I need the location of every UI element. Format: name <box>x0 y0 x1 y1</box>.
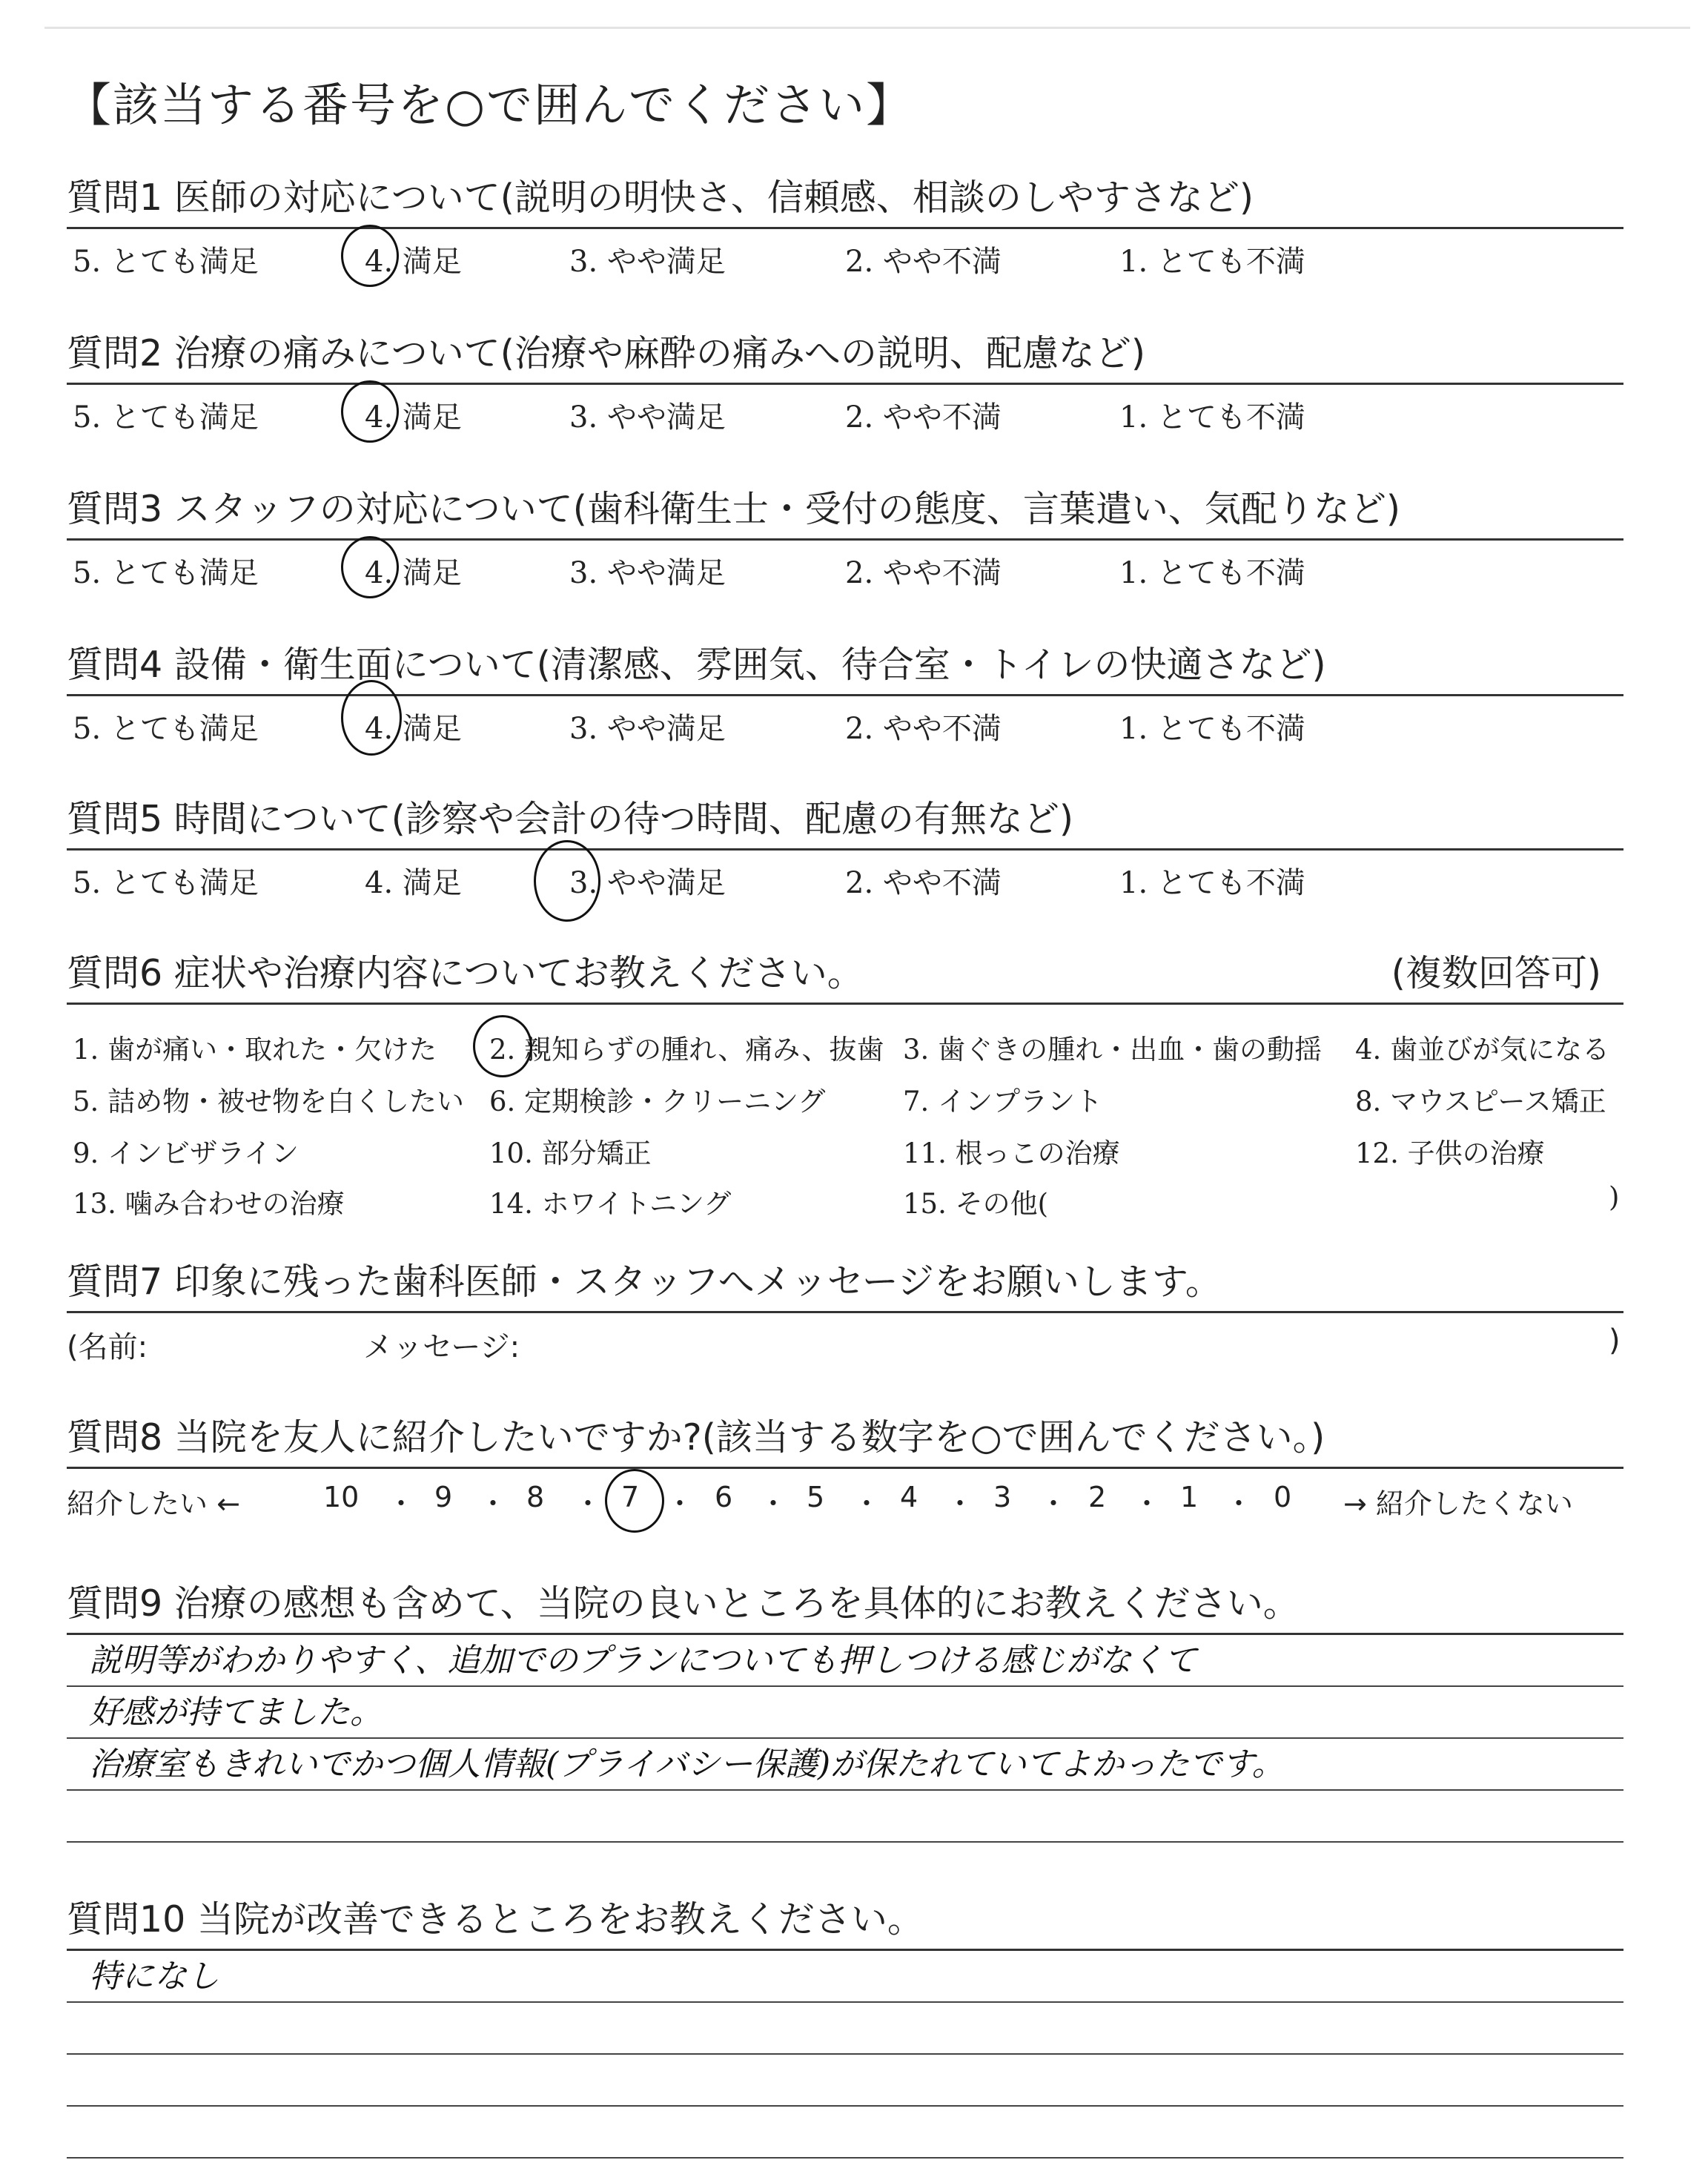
question-2-options <box>67 385 1623 435</box>
option-12[interactable]: 12. 子供の治療 <box>1355 1137 1545 1169</box>
option-1[interactable]: 1. とても不満 <box>1119 712 1305 746</box>
question-3-label: 質問3 スタッフの対応について(歯科衛生士・受付の態度、言葉遣い、気配りなど) <box>67 480 1623 541</box>
option-3[interactable]: 3. やや満足 <box>569 866 726 900</box>
option-3[interactable]: 3. やや満足 <box>569 245 726 279</box>
scale-separator: ・ <box>574 1487 603 1520</box>
question-5 <box>67 790 1623 900</box>
question-6-text: 質問6 症状や治療内容についてお教えください。 <box>67 952 864 994</box>
selection-circle <box>341 536 399 598</box>
scale-separator: ・ <box>853 1487 881 1520</box>
question-6-label <box>67 945 1623 1005</box>
option-3[interactable]: 3. やや満足 <box>569 712 726 746</box>
option-1[interactable]: 1. とても不満 <box>1119 556 1305 590</box>
option-3[interactable]: 3. やや満足 <box>569 400 726 435</box>
option-2[interactable]: 2. やや不満 <box>845 712 1002 746</box>
question-2-label: 質問2 治療の痛みについて(治療や麻酔の痛みへの説明、配慮など) <box>67 325 1623 385</box>
answer-line[interactable] <box>67 1791 1623 1843</box>
question-9 <box>67 1575 1623 1843</box>
option-6[interactable]: 6. 定期検診・クリーニング <box>489 1086 826 1117</box>
other-close-paren: ) <box>1609 1181 1620 1213</box>
question-10-label: 質問10 当院が改善できるところをお教えください。 <box>67 1891 1623 1951</box>
scale-2[interactable]: 2 <box>1088 1481 1107 1513</box>
scale-0[interactable]: 0 <box>1274 1481 1292 1513</box>
selection-circle <box>341 680 402 756</box>
scale-separator: ・ <box>479 1487 508 1520</box>
selection-circle <box>341 380 399 443</box>
option-5[interactable]: 5. とても満足 <box>73 400 259 435</box>
question-7-fields <box>67 1313 1623 1362</box>
name-label: (名前: <box>67 1330 148 1364</box>
scale-separator: ・ <box>759 1487 788 1520</box>
option-4[interactable]: 4. 歯並びが気になる <box>1355 1034 1610 1066</box>
option-11[interactable]: 11. 根っこの治療 <box>903 1137 1120 1169</box>
option-3[interactable]: 3. 歯ぐきの腫れ・出血・歯の動揺 <box>903 1034 1323 1066</box>
handwritten-answer: 特になし <box>89 1958 219 1995</box>
answer-line[interactable] <box>67 2003 1623 2055</box>
question-4 <box>67 636 1623 746</box>
option-5[interactable]: 5. とても満足 <box>73 712 259 746</box>
option-3[interactable]: 3. やや満足 <box>569 556 726 590</box>
option-7[interactable]: 7. インプラント <box>903 1086 1103 1117</box>
handwritten-answer: 好感が持てました。 <box>89 1694 383 1731</box>
top-edge-line <box>44 27 1690 29</box>
answer-line[interactable] <box>67 2055 1623 2107</box>
question-2 <box>67 325 1623 435</box>
scale-6[interactable]: 6 <box>715 1481 733 1513</box>
answer-line[interactable] <box>67 1951 1623 2003</box>
option-1[interactable]: 1. とても不満 <box>1119 866 1305 900</box>
option-13[interactable]: 13. 噛み合わせの治療 <box>73 1188 345 1220</box>
scale-separator: ・ <box>1133 1487 1162 1520</box>
answer-line[interactable] <box>67 1687 1623 1739</box>
option-14[interactable]: 14. ホワイトニング <box>489 1188 732 1220</box>
option-5[interactable]: 5. とても満足 <box>73 245 259 279</box>
question-3 <box>67 480 1623 590</box>
scale-7[interactable]: 7 <box>621 1481 640 1513</box>
question-7-label: 質問7 印象に残った歯科医師・スタッフへメッセージをお願いします。 <box>67 1253 1623 1313</box>
handwritten-answer: 説明等がわかりやすく、追加でのプランについても押しつける感じがなくて <box>89 1642 1197 1680</box>
question-1-label: 質問1 医師の対応について(説明の明快さ、信頼感、相談のしやすさなど) <box>67 169 1623 229</box>
scale-left-label: 紹介したい ← <box>67 1487 240 1520</box>
selection-circle <box>341 225 399 287</box>
scale-4[interactable]: 4 <box>900 1481 918 1513</box>
option-2[interactable]: 2. やや不満 <box>845 556 1002 590</box>
question-10 <box>67 1891 1623 2159</box>
scale-separator: ・ <box>666 1487 695 1520</box>
selection-circle <box>605 1469 664 1533</box>
option-5[interactable]: 5. とても満足 <box>73 556 259 590</box>
instruction-header: 【該当する番号を○で囲んでください】 <box>65 78 914 132</box>
scale-separator: ・ <box>387 1487 416 1520</box>
answer-line[interactable] <box>67 1739 1623 1791</box>
option-2[interactable]: 2. やや不満 <box>845 400 1002 435</box>
scale-separator: ・ <box>1225 1487 1254 1520</box>
question-6-options <box>67 1005 1623 1220</box>
answer-line[interactable] <box>67 2107 1623 2159</box>
option-1[interactable]: 1. とても不満 <box>1119 400 1305 435</box>
option-8[interactable]: 8. マウスピース矯正 <box>1355 1086 1606 1117</box>
option-4[interactable]: 4. 満足 <box>365 245 462 279</box>
scale-10[interactable]: 10 <box>323 1481 360 1513</box>
scale-separator: ・ <box>1039 1487 1068 1520</box>
option-15[interactable]: 15. その他( <box>903 1188 1049 1220</box>
recommend-scale <box>67 1469 1623 1521</box>
scale-separator: ・ <box>946 1487 975 1520</box>
option-1[interactable]: 1. 歯が痛い・取れた・欠けた <box>73 1034 437 1066</box>
answer-line[interactable] <box>67 1635 1623 1687</box>
scale-9[interactable]: 9 <box>434 1481 453 1513</box>
question-6 <box>67 945 1623 1220</box>
question-4-options <box>67 696 1623 746</box>
question-3-options <box>67 541 1623 590</box>
multiple-answer-note: (複数回答可) <box>1391 952 1601 994</box>
option-10[interactable]: 10. 部分矯正 <box>489 1137 652 1169</box>
option-9[interactable]: 9. インビザライン <box>73 1137 299 1169</box>
question-9-label: 質問9 治療の感想も含めて、当院の良いところを具体的にお教えください。 <box>67 1575 1623 1635</box>
option-5[interactable]: 5. とても満足 <box>73 866 259 900</box>
selection-circle <box>473 1015 532 1077</box>
option-2[interactable]: 2. やや不満 <box>845 866 1002 900</box>
option-4[interactable]: 4. 満足 <box>365 556 462 590</box>
selection-circle <box>534 840 600 922</box>
option-4[interactable]: 4. 満足 <box>365 400 462 435</box>
message-label: メッセージ: <box>363 1330 520 1364</box>
question-4-label: 質問4 設備・衛生面について(清潔感、雰囲気、待合室・トイレの快適さなど) <box>67 636 1623 696</box>
question-5-options <box>67 851 1623 900</box>
scale-right-label: → 紹介したくない <box>1343 1487 1573 1520</box>
option-4[interactable]: 4. 満足 <box>365 712 462 746</box>
question-1-options <box>67 229 1623 279</box>
option-2[interactable]: 2. やや不満 <box>845 245 1002 279</box>
close-paren: ) <box>1609 1324 1621 1358</box>
scale-1[interactable]: 1 <box>1180 1481 1199 1513</box>
scale-3[interactable]: 3 <box>993 1481 1012 1513</box>
question-1 <box>67 169 1623 279</box>
question-7 <box>67 1253 1623 1362</box>
scale-8[interactable]: 8 <box>526 1481 545 1513</box>
option-2[interactable]: 2. 親知らずの腫れ、痛み、抜歯 <box>489 1034 884 1066</box>
question-8-label: 質問8 当院を友人に紹介したいですか?(該当する数字を○で囲んでください。) <box>67 1409 1623 1469</box>
option-5[interactable]: 5. 詰め物・被せ物を白くしたい <box>73 1086 465 1117</box>
option-1[interactable]: 1. とても不満 <box>1119 245 1305 279</box>
question-5-label: 質問5 時間について(診察や会計の待つ時間、配慮の有無など) <box>67 790 1623 851</box>
handwritten-answer: 治療室もきれいでかつ個人情報(プライバシー保護)が保たれていてよかったです。 <box>89 1745 1285 1783</box>
scale-5[interactable]: 5 <box>807 1481 825 1513</box>
option-4[interactable]: 4. 満足 <box>365 866 462 900</box>
question-8 <box>67 1409 1623 1521</box>
